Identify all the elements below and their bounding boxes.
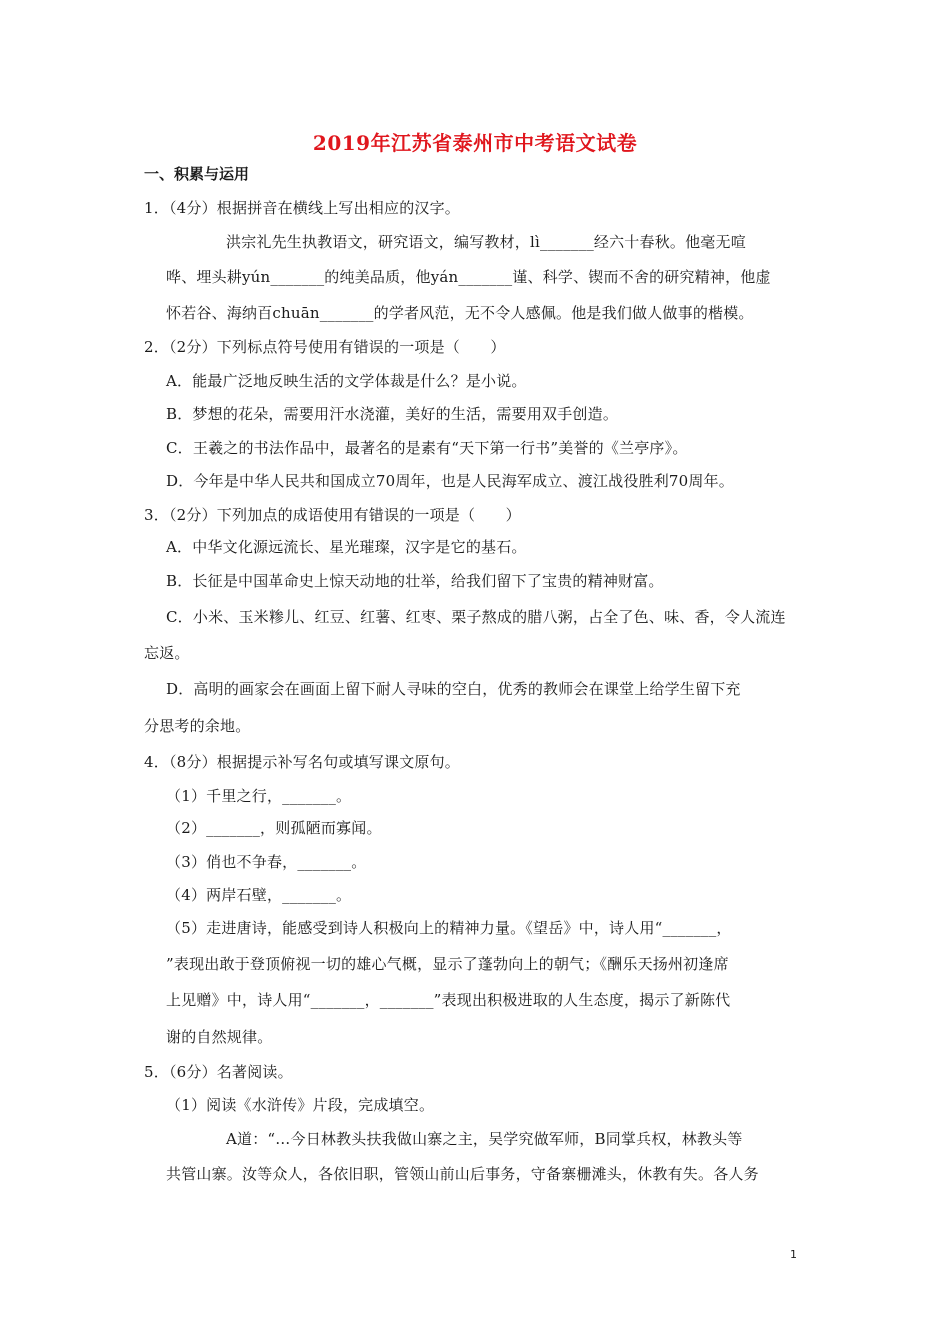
q3-option-d-cont: 分思考的余地。 <box>144 717 251 735</box>
q3-option-d: D．高明的画家会在画面上留下耐人寻味的空白，优秀的教师会在课堂上给学生留下充 <box>166 680 741 698</box>
q4-item-2: （2）_______，则孤陋而寡闻。 <box>166 819 382 837</box>
paper-title: 2019年江苏省泰州市中考语文试卷 <box>312 131 638 155</box>
q5-sub1: （1）阅读《水浒传》片段，完成填空。 <box>166 1096 435 1114</box>
q1-line: 怀若谷、海纳百chuān_______的学者风范，无不令人感佩。他是我们做人做事的楷模。 <box>166 304 754 322</box>
q3-option-b: B．长征是中国革命史上惊天动地的壮举，给我们留下了宝贵的精神财富。 <box>166 572 664 590</box>
q3-option-c: C．小米、玉米糁儿、红豆、红薯、红枣、栗子熬成的腊八粥，占全了色、味、香，令人流连 <box>166 608 786 626</box>
q4-item-5-cont: 谢的自然规律。 <box>166 1028 273 1046</box>
q4-stem: 4．（8分）根据提示补写名句或填写课文原句。 <box>144 753 460 771</box>
q4-item-3: （3）俏也不争春，_______。 <box>166 853 367 871</box>
q4-item-4: （4）两岸石壁，_______。 <box>166 886 352 904</box>
section-heading: 一、积累与运用 <box>144 165 250 183</box>
q2-option-d: D．今年是中华人民共和国成立70周年，也是人民海军成立、渡江战役胜利70周年。 <box>166 472 735 490</box>
q5-passage-line: A道：“…今日林教头扶我做山寨之主，吴学究做军师，B同掌兵权，林教头等 <box>226 1130 743 1148</box>
q3-stem: 3．（2分）下列加点的成语使用有错误的一项是（ ） <box>144 506 521 524</box>
q1-line: 哗、埋头耕yún_______的纯美品质，他yán_______谨、科学、锲而不舍的研究精神，他虚 <box>166 268 771 286</box>
q4-item-5: （5）走进唐诗，能感受到诗人积极向上的精神力量。《望岳》中，诗人用“_______， <box>166 919 732 937</box>
q2-option-c: C．王羲之的书法作品中，最著名的是素有“天下第一行书”美誉的《兰亭序》。 <box>166 439 688 457</box>
q2-option-b: B．梦想的花朵，需要用汗水浇灌，美好的生活，需要用双手创造。 <box>166 405 619 423</box>
q5-passage-line: 共管山寨。汝等众人，各依旧职，管领山前山后事务，守备寨栅滩头，休教有失。各人务 <box>166 1165 759 1183</box>
q2-stem: 2．（2分）下列标点符号使用有错误的一项是（ ） <box>144 338 506 356</box>
q3-option-a: A．中华文化源远流长、星光璀璨，汉字是它的基石。 <box>166 538 527 556</box>
q2-option-a: A．能最广泛地反映生活的文学体裁是什么？是小说。 <box>166 372 527 390</box>
q5-stem: 5．（6分）名著阅读。 <box>144 1063 293 1081</box>
q4-item-5-cont: ”表现出敢于登顶俯视一切的雄心气概，显示了蓬勃向上的朝气；《酬乐天扬州初逢席 <box>166 955 729 973</box>
page-number: 1 <box>790 1248 797 1261</box>
q3-option-c-cont: 忘返。 <box>144 644 190 662</box>
q1-line: 洪宗礼先生执教语文，研究语文，编写教材，lì_______经六十春秋。他毫无喧 <box>226 233 746 251</box>
q4-item-1: （1）千里之行，_______。 <box>166 787 352 805</box>
q4-item-5-cont: 上见赠》中，诗人用“_______，_______”表现出积极进取的人生态度，揭示了新陈代 <box>166 991 731 1009</box>
q1-stem: 1．（4分）根据拼音在横线上写出相应的汉字。 <box>144 199 460 217</box>
